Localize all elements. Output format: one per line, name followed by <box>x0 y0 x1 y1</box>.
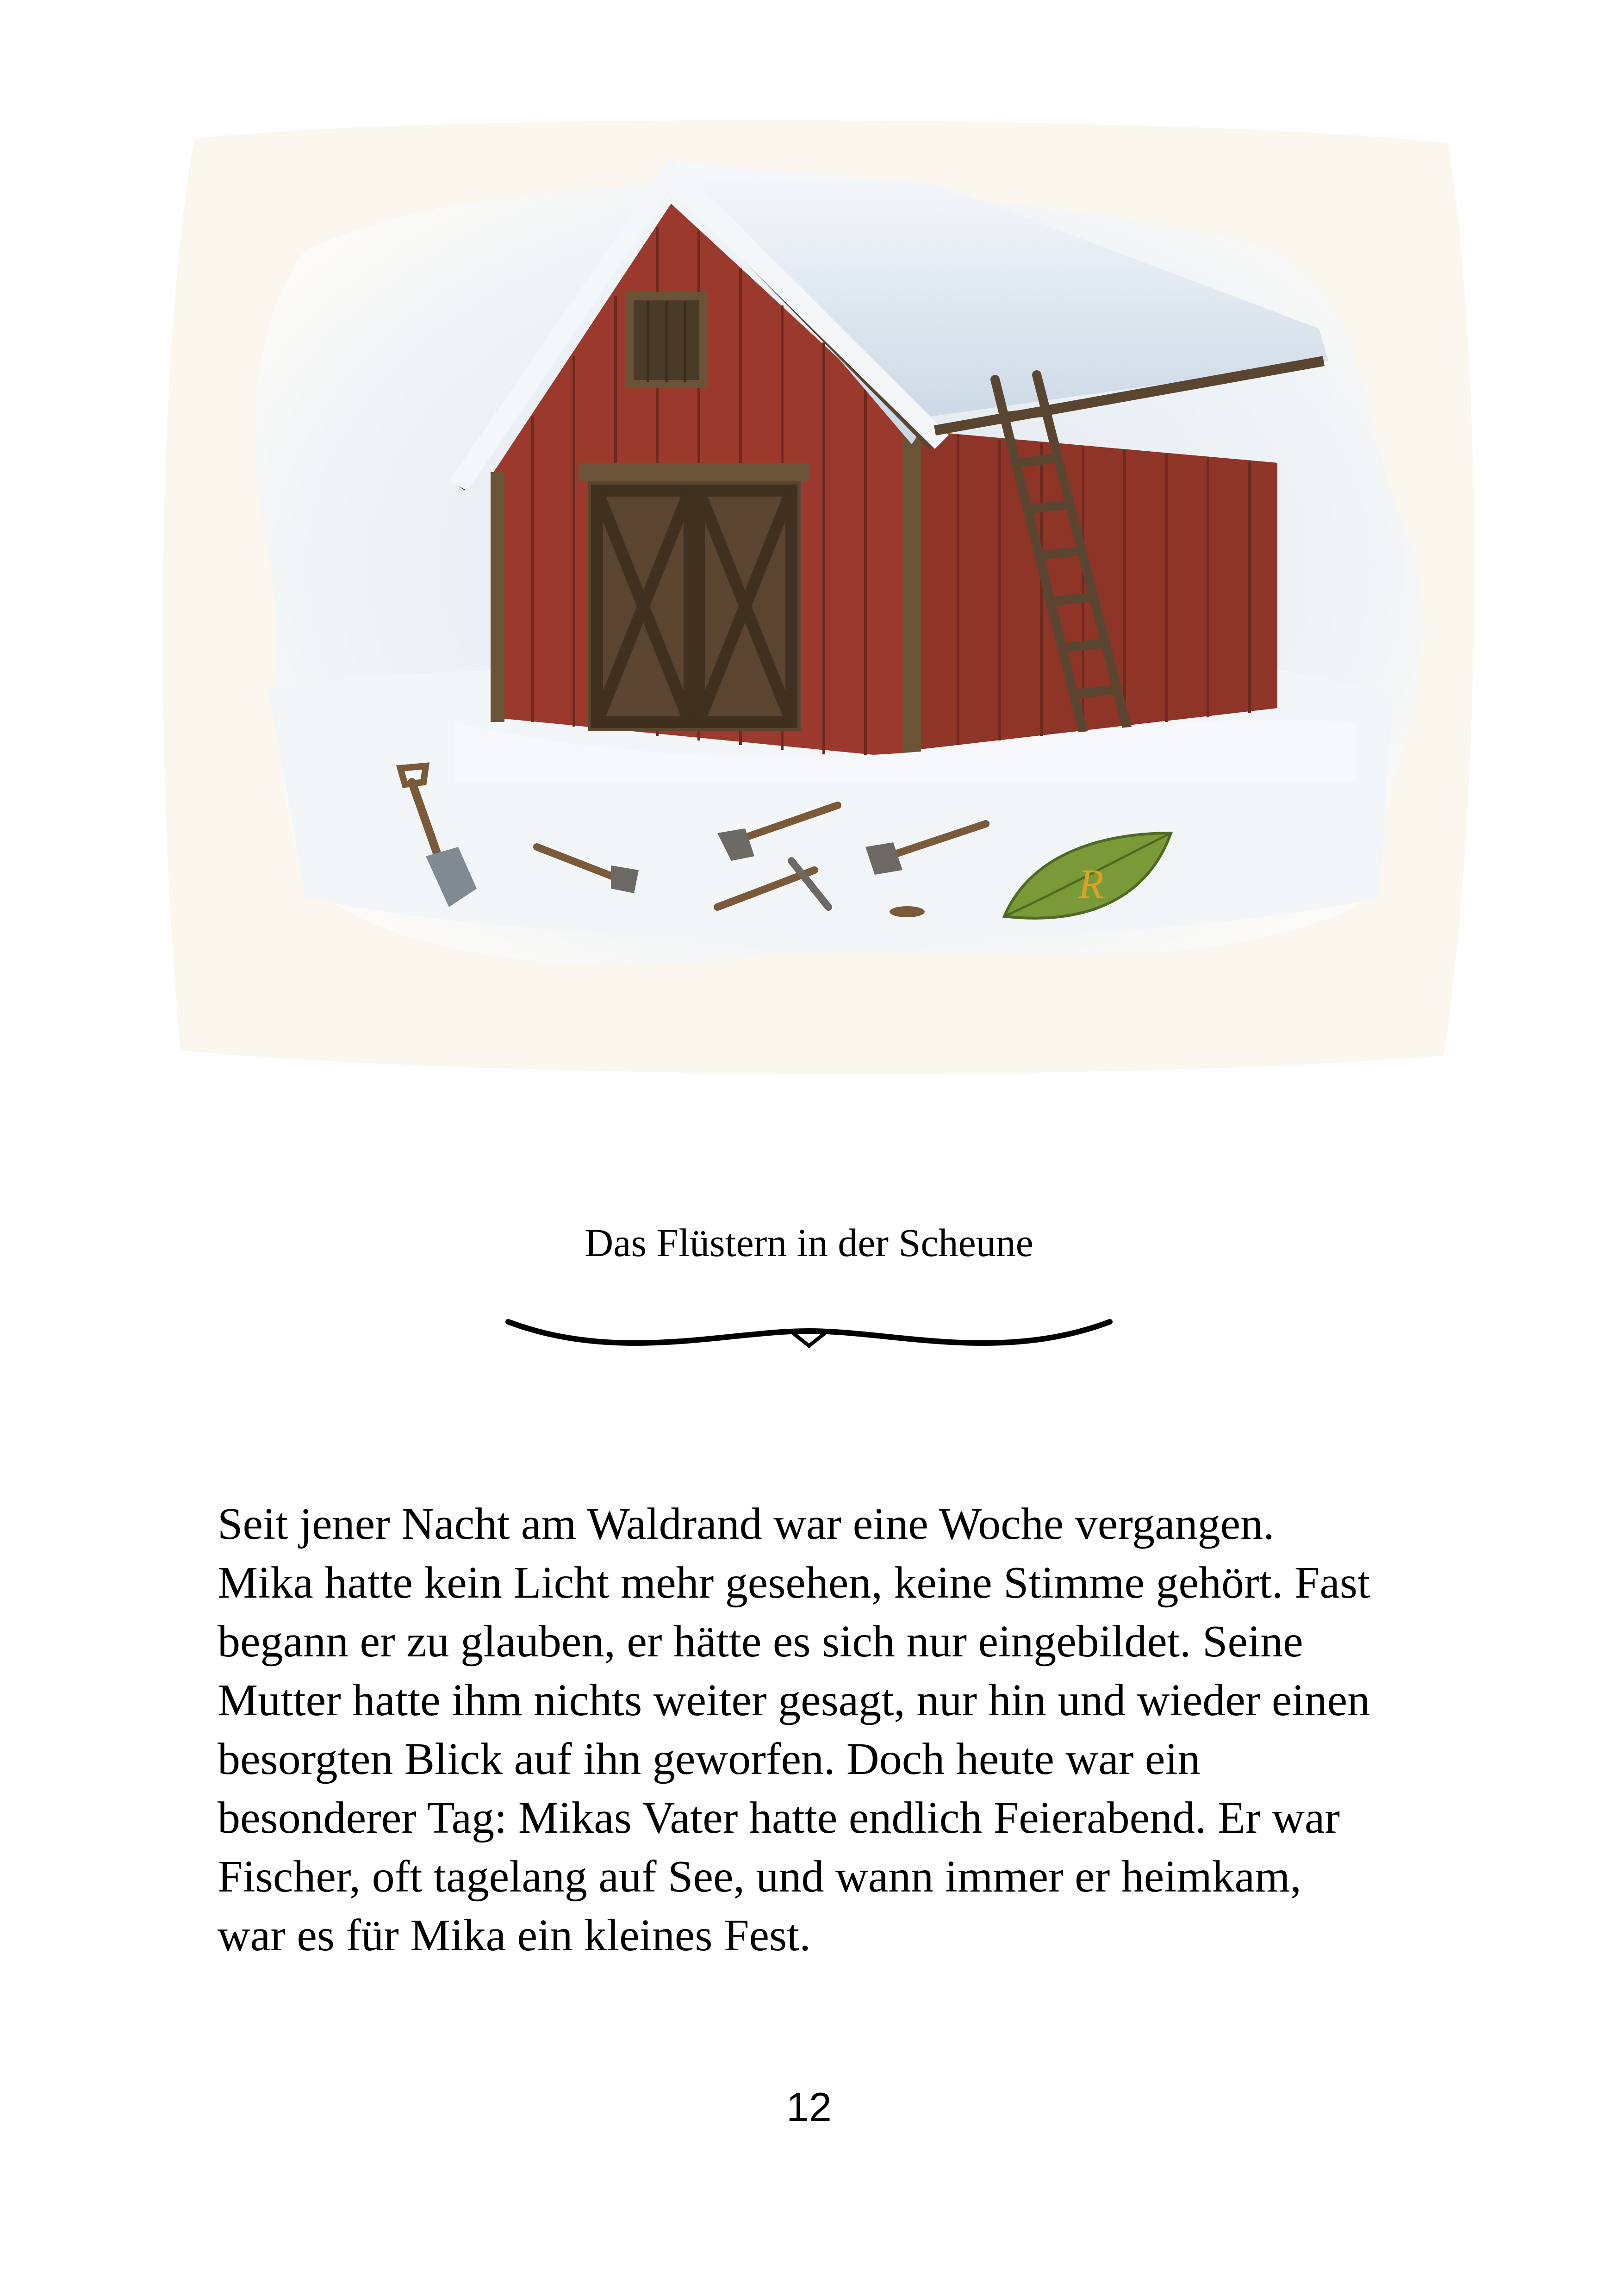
body-line: Mika hatte kein Licht mehr gesehen, keine Stimme gehört. Fast <box>218 1558 1370 1608</box>
barn-door-header <box>579 463 810 481</box>
body-line: Fischer, oft tagelang auf See, und wann immer er heimkam, <box>218 1852 1301 1902</box>
body-line: Mutter hatte ihm nichts weiter gesagt, nur hin und wieder einen <box>218 1675 1370 1725</box>
body-line: Seit jener Nacht am Waldrand war eine Woche vergangen. <box>218 1499 1275 1549</box>
page-number: 12 <box>786 2084 832 2130</box>
chapter-title: Das Flüstern in der Scheune <box>585 1220 1033 1265</box>
barn-corner-post <box>491 472 504 722</box>
barn-illustration <box>153 111 1486 1083</box>
barn-side-wall <box>916 430 1277 750</box>
body-line: war es für Mika ein kleines Fest. <box>218 1910 811 1960</box>
body-line: besorgten Blick auf ihn geworfen. Doch heute war ein <box>218 1734 1201 1784</box>
body-line: begann er zu glauben, er hätte es sich nur eingebildet. Seine <box>218 1617 1303 1667</box>
leaf-letter: R <box>1078 861 1104 907</box>
wood-chip <box>890 906 925 917</box>
body-paragraph <box>218 1495 1430 1965</box>
divider-ornament <box>504 1313 1114 1363</box>
barn-corner-post <box>902 426 921 759</box>
body-line: besonderer Tag: Mikas Vater hatte endlich Feierabend. Er war <box>218 1793 1340 1843</box>
